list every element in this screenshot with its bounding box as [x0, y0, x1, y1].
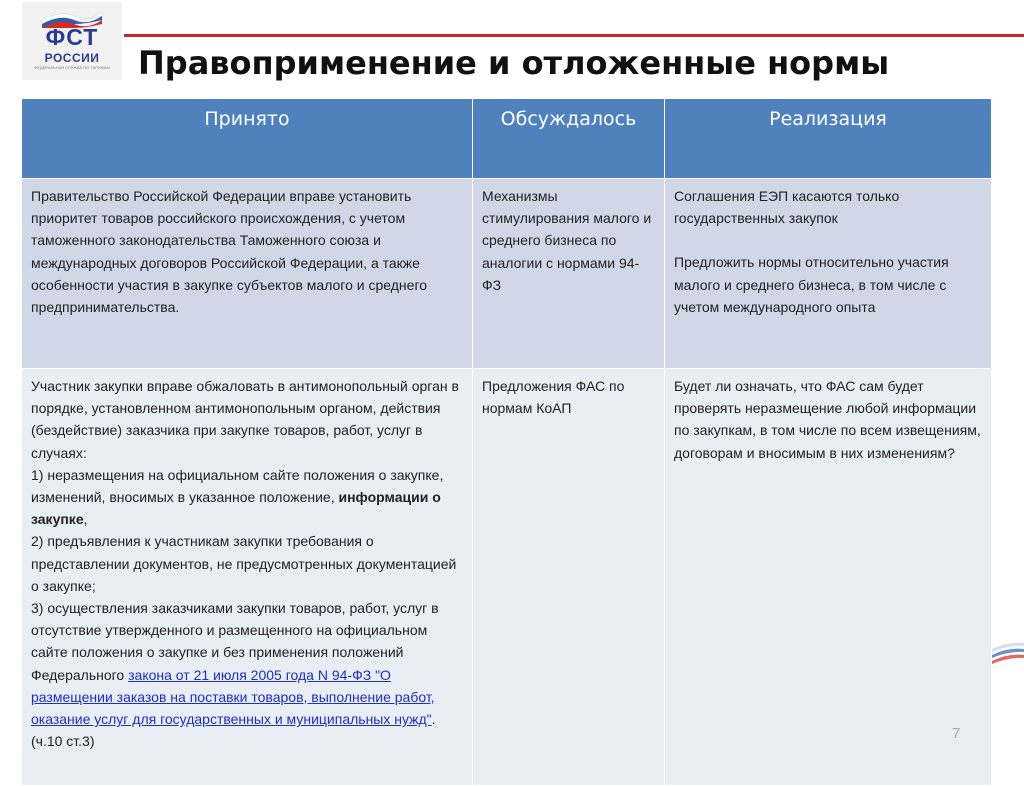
cell-text-intro: Участник закупки вправе обжаловать в антимонопольный орган в порядке, установленном антимонопольным органом, действия (бездействие) заказчика при закупке товаров, работ, услуг в случаях:: [31, 378, 459, 461]
logo-text-agency: ФЕДЕРАЛЬНАЯ СЛУЖБА ПО ТАРИФАМ: [34, 65, 110, 70]
norms-table: [21, 98, 992, 786]
table-row: [22, 179, 992, 369]
column-header-implementation: Реализация: [665, 99, 992, 179]
flag-swoosh-icon: [990, 635, 1024, 675]
header-red-line: [124, 34, 1024, 37]
logo-text-main: ФСТ: [45, 24, 99, 50]
slide-number: 7: [952, 725, 961, 742]
cell-accepted: [22, 179, 473, 369]
item-3-text: 3) осуществления заказчиками закупки товаров, работ, услуг в отсутствие утвержденного и размещенного на официальном сайте положения о закупке и без применения положений Федерального: [31, 600, 439, 683]
cell-implementation: [665, 369, 992, 786]
table-row: [22, 369, 992, 786]
law-94fz-link[interactable]: закона от 21 июля 2005 года N 94-ФЗ "О размещении заказов на поставки товаров, выполнение работ, оказание услуг для государственных и муниципальных нужд": [31, 666, 435, 728]
cell-text: Предложения ФАС по нормам КоАП: [482, 378, 625, 417]
table-header-row: [22, 99, 992, 179]
cell-discussed: [473, 369, 665, 786]
cell-text-item-3: [31, 597, 466, 752]
column-header-discussed: Обсуждалось: [473, 99, 665, 179]
cell-text: Механизмы стимулирования малого и среднего бизнеса по аналогии с нормами 94-ФЗ: [482, 188, 652, 293]
cell-text: Соглашения ЕЭП касаются только государственных закупок: [674, 188, 900, 227]
cell-discussed: [473, 179, 665, 369]
fst-logo: [22, 2, 122, 80]
logo-text-country: РОССИИ: [44, 51, 100, 65]
cell-text: Правительство Российской Федерации вправе установить приоритет товаров российского происхождения, с учетом таможенного законодательства Таможенного союза и международных договоров Российской Федерации, а также особенности участия в закупке субъектов малого и среднего предпринимательства.: [31, 188, 428, 316]
column-header-accepted: Принято: [22, 99, 473, 179]
item-1-bold-text: информации о закупке: [31, 489, 441, 528]
cell-text-item-1: [31, 464, 466, 531]
item-1-end: ,: [83, 511, 88, 528]
item-1-text: 1) неразмещения на официальном сайте положения о закупке, изменений, вносимых в указанное положение,: [31, 466, 444, 506]
page-title: Правоприменение и отложенные нормы: [138, 44, 890, 82]
item-3-tail: . (ч.10 ст.3): [31, 711, 436, 750]
cell-implementation: [665, 179, 992, 369]
cell-text: Будет ли означать, что ФАС сам будет проверять неразмещение любой информации по закупкам, в том числе по всем извещениям, договорам и вносимым в них изменениям?: [674, 378, 981, 461]
cell-text: Предложить нормы относительно участия малого и среднего бизнеса, в том числе с учетом международного опыта: [674, 254, 949, 315]
cell-text-item-2: 2) предъявления к участникам закупки требования о представлении документов, не предусмотренных документацией о закупке;: [31, 533, 457, 594]
cell-accepted: [22, 369, 473, 786]
